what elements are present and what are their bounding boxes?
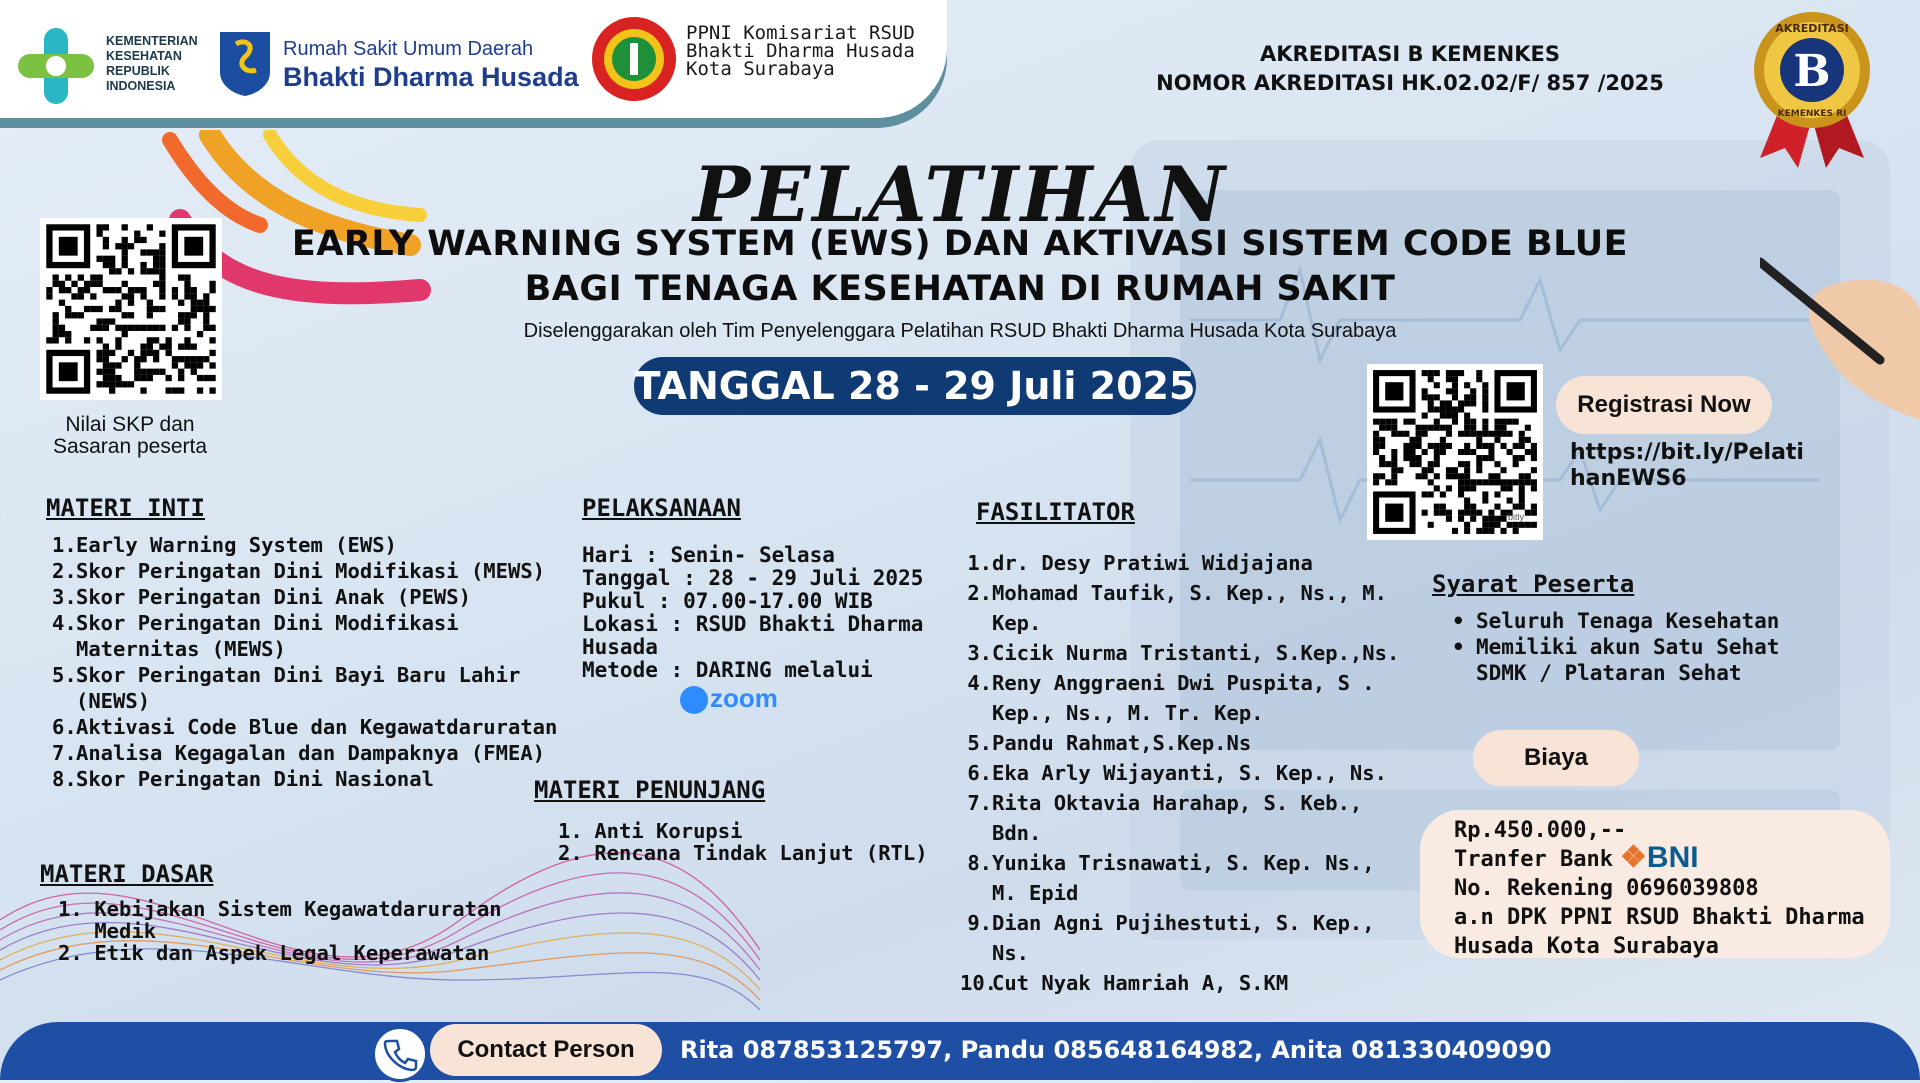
list-item: 8. Skor Peringatan Dini Nasional — [52, 767, 434, 791]
materi-dasar-list — [58, 898, 538, 964]
pelaksanaan-method: Metode : DARING melalui — [582, 658, 873, 682]
ppni-commissariat-label: PPNI Komisariat RSUD Bhakti Dharma Husada Kota Surabaya — [686, 22, 915, 80]
accreditation-badge-icon — [1750, 8, 1874, 168]
zoom-logo: zoom — [680, 683, 778, 714]
materi-penunjang-list — [558, 820, 958, 864]
biaya-price: Rp.450.000,-- — [1454, 818, 1627, 843]
list-item: 1. Anti Korupsi — [558, 819, 743, 843]
badge-bottom-text: KEMENKES RI — [1777, 109, 1847, 119]
list-item: 10. Cut Nyak Hamriah A, S.KM — [960, 971, 1289, 995]
syarat-peserta-list — [1452, 608, 1832, 686]
list-item: • Memiliki akun Satu Sehat SDMK / Plataran Sehat — [1452, 635, 1780, 685]
accreditation-line-2: NOMOR AKREDITASI HK.02.02/F/ 857 /2025 — [1156, 71, 1664, 95]
fasilitator-heading: FASILITATOR — [976, 498, 1135, 526]
list-item: 1. Early Warning System (EWS) — [52, 533, 397, 557]
phone-icon — [372, 1026, 428, 1082]
biaya-bank-label: Tranfer Bank — [1454, 847, 1613, 872]
list-item: 3. Cicik Nurma Tristanti, S.Kep.,Ns. — [967, 641, 1400, 665]
list-item: 2. Rencana Tindak Lanjut (RTL) — [558, 841, 928, 865]
list-item: 7. Analisa Kegagalan dan Dampaknya (FMEA) — [52, 741, 545, 765]
list-item: 1. Kebijakan Sistem Kegawatdaruratan Medik — [58, 897, 502, 943]
badge-letter: B — [1793, 46, 1831, 97]
badge-top-text: AKREDITASI — [1775, 22, 1849, 35]
title-subtitle-line-1: EARLY WARNING SYSTEM (EWS) DAN AKTIVASI SISTEM CODE BLUE — [291, 224, 1629, 264]
list-item: 5. Pandu Rahmat,S.Kep.Ns — [967, 731, 1252, 755]
materi-penunjang-heading: MATERI PENUNJANG — [534, 776, 766, 804]
fasilitator-list — [960, 548, 1410, 998]
bni-logo: ❖BNI — [1620, 841, 1699, 874]
syarat-peserta-heading: Syarat Peserta — [1432, 570, 1635, 598]
list-item: 4. Reny Anggraeni Dwi Puspita, S . Kep., Ns., M. Tr. Kep. — [967, 671, 1375, 725]
accreditation-info — [1130, 40, 1690, 98]
list-item: 2. Mohamad Taufik, S. Kep., Ns., M. Kep. — [967, 581, 1387, 635]
pelaksanaan-day: Hari : Senin- Selasa — [582, 543, 835, 567]
bni-arrow-icon: ❖ — [1620, 841, 1647, 874]
materi-dasar-heading: MATERI DASAR — [40, 860, 214, 888]
contact-numbers[interactable]: Rita 087853125797, Pandu 085648164982, Anita 081330409090 — [680, 1036, 1552, 1064]
skp-qr-code[interactable] — [40, 218, 222, 400]
register-now-button[interactable]: Registrasi Now — [1556, 376, 1772, 434]
list-item: 2. Etik dan Aspek Legal Keperawatan — [58, 941, 490, 965]
hospital-name: Bhakti Dharma Husada — [283, 62, 579, 92]
list-item: • Seluruh Tenaga Kesehatan — [1452, 609, 1780, 633]
list-item: 6. Eka Arly Wijayanti, S. Kep., Ns. — [967, 761, 1387, 785]
list-item: 7. Rita Oktavia Harahap, S. Keb., Bdn. — [967, 791, 1363, 845]
pelaksanaan-heading: PELAKSANAAN — [582, 494, 741, 522]
list-item: 5. Skor Peringatan Dini Bayi Baru Lahir (NEWS) — [52, 663, 521, 713]
accreditation-line-1: AKREDITASI B KEMENKES — [1260, 42, 1560, 66]
kemenkes-logo-icon — [18, 26, 94, 106]
registration-link[interactable]: https://bit.ly/PelatihanEWS6 — [1570, 440, 1804, 491]
list-item: 1. dr. Desy Pratiwi Widjajana — [967, 551, 1313, 575]
biaya-account-name: a.n DPK PPNI RSUD Bhakti Dharma Husada Kota Surabaya — [1454, 905, 1865, 959]
ppni-logo-icon — [590, 15, 678, 103]
biaya-label: Biaya — [1473, 730, 1639, 786]
materi-inti-list — [52, 532, 572, 792]
list-item: 6. Aktivasi Code Blue dan Kegawatdaruratan — [52, 715, 558, 739]
bitly-label: bitly — [1508, 512, 1525, 522]
hospital-type-label: Rumah Sakit Umum Daerah — [283, 38, 534, 60]
list-item: 4. Skor Peringatan Dini Modifikasi Maternitas (MEWS) — [52, 611, 459, 661]
zoom-camera-icon — [680, 686, 708, 714]
pelaksanaan-location: Lokasi : RSUD Bhakti Dharma Husada — [582, 612, 924, 659]
biaya-details — [1454, 816, 1894, 961]
contact-person-label: Contact Person — [430, 1024, 662, 1076]
page-title: PELATIHAN — [693, 150, 1227, 239]
list-item: 2. Skor Peringatan Dini Modifikasi (MEWS) — [52, 559, 545, 583]
kemenkes-logo-text: KEMENTERIAN KESEHATAN REPUBLIK INDONESIA — [106, 34, 198, 93]
list-item: 9. Dian Agni Pujihestuti, S. Kep., Ns. — [967, 911, 1375, 965]
list-item: 8. Yunika Trisnawati, S. Kep. Ns., M. Epid — [967, 851, 1375, 905]
surabaya-city-logo-icon — [216, 28, 274, 98]
title-subtitle-line-2: BAGI TENAGA KESEHATAN DI RUMAH SAKIT — [524, 269, 1396, 309]
event-date-banner: TANGGAL 28 - 29 Juli 2025 — [634, 357, 1196, 415]
qr-caption: Nilai SKP dan Sasaran peserta — [52, 413, 208, 458]
pelaksanaan-time: Pukul : 07.00-17.00 WIB — [582, 589, 873, 613]
list-item: 3. Skor Peringatan Dini Anak (PEWS) — [52, 585, 471, 609]
materi-inti-heading: MATERI INTI — [46, 494, 205, 522]
biaya-account-number: No. Rekening 0696039808 — [1454, 876, 1759, 901]
pelaksanaan-date: Tanggal : 28 - 29 Juli 2025 — [582, 566, 924, 590]
pelaksanaan-details — [582, 544, 942, 682]
organizer-text: Diselenggarakan oleh Tim Penyelenggara Pelatihan RSUD Bhakti Dharma Husada Kota Surabaya — [523, 320, 1397, 342]
